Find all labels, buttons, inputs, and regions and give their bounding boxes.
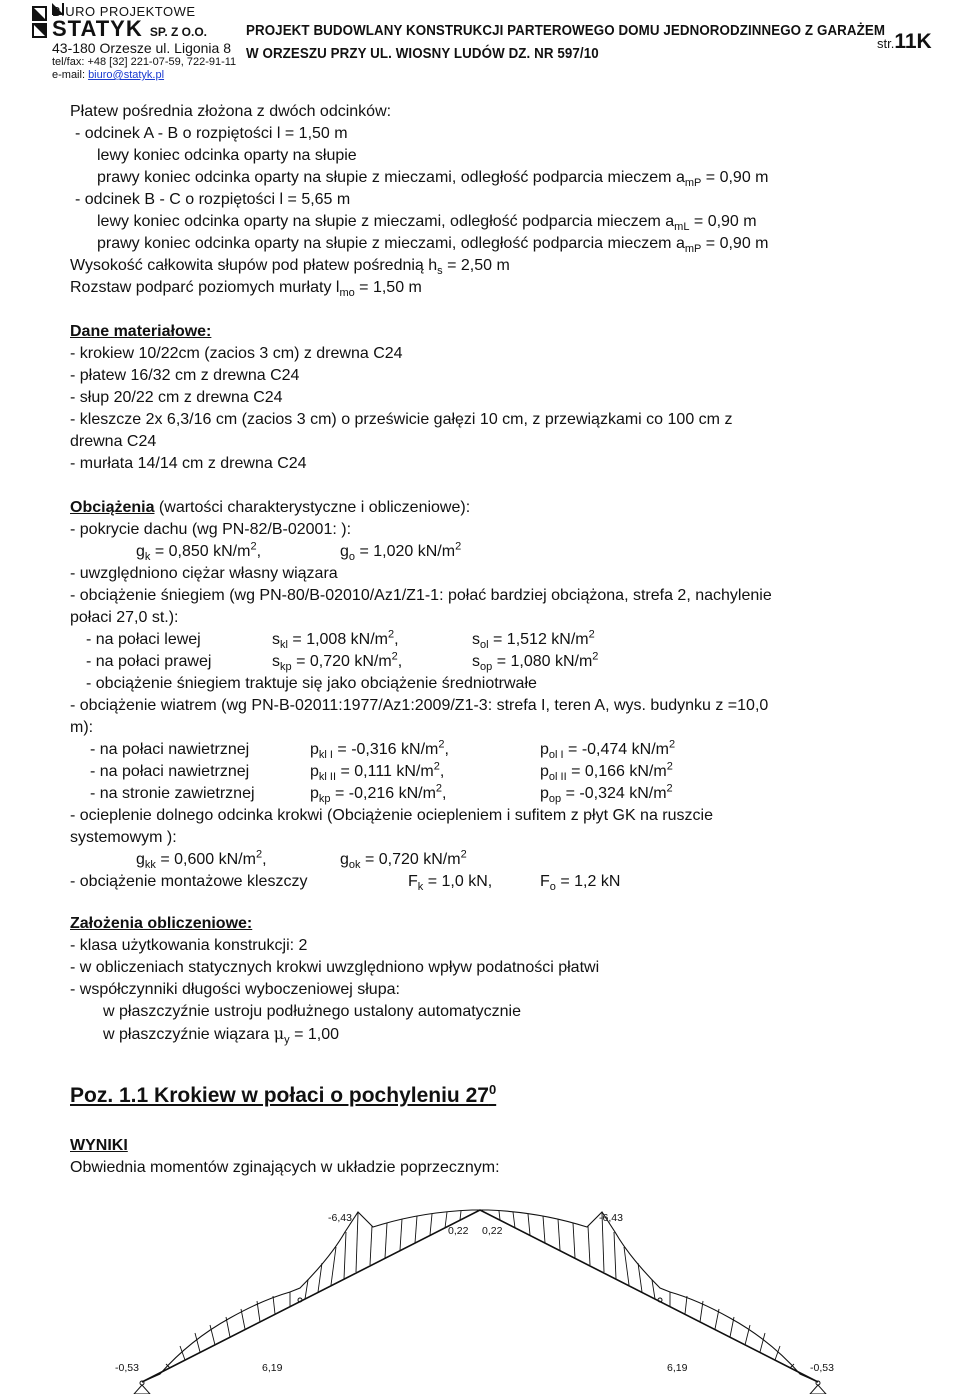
results-heading: WYNIKI — [70, 1137, 128, 1154]
t: F — [540, 873, 550, 890]
t: p — [540, 763, 549, 780]
load-w3k — [310, 784, 446, 804]
company-name — [52, 4, 207, 42]
assumption-5 — [103, 1024, 339, 1045]
t: g — [136, 851, 145, 868]
t: = -0,316 kN/m — [332, 741, 439, 758]
loads-roofing: - pokrycie dachu (wg PN-82/B-02001: ): — [70, 521, 352, 538]
t: kk — [144, 859, 156, 872]
snow-right-label: - na połaci prawej — [86, 653, 212, 670]
load-sop — [472, 652, 598, 672]
t: Rozstaw podparć poziomych murłaty l — [70, 279, 340, 296]
t: 2 — [666, 782, 673, 795]
load-w1o — [540, 740, 675, 760]
loads-wind-1: - obciążenie wiatrem (wg PN-B-02011:1977/Az1:2009/Z1-3: strefa I, teren A, wys. budynku z =10,0 — [70, 697, 769, 714]
label-mid-right: 0,22 — [482, 1225, 503, 1237]
load-sol — [472, 630, 595, 650]
label-bot-right-pos: 6,19 — [667, 1362, 688, 1374]
project-title-line1: PROJEKT BUDOWLANY KONSTRUKCJI PARTEROWEGO DOMU JEDNORODZINNEGO Z GARAŻEM — [246, 23, 886, 39]
material-item: - krokiew 10/22cm (zacios 3 cm) z drewna C24 — [70, 345, 403, 362]
company-tel: tel/fax: +48 [32] 221-07-59, 722-91-11 — [52, 56, 237, 68]
t: kl I — [318, 749, 333, 762]
t: s — [272, 631, 280, 648]
mount-label: - obciążenie montażowe kleszczy — [70, 873, 308, 890]
t: = 0,720 kN/m — [291, 653, 392, 670]
t: , — [256, 543, 262, 560]
t: Wysokość całkowita słupów pod płatew pośrednią h — [70, 257, 438, 274]
t: = 1,020 kN/m — [355, 543, 456, 560]
loads-snow-1: - obciążenie śniegiem (wg PN-80/B-02010/Az1/Z1-1: połać bardziej obciążona, strefa 2, nachylenie — [70, 587, 772, 604]
company-line1: BIURO PROJEKTOWE — [52, 4, 196, 19]
loads-heading-line — [70, 498, 470, 518]
t: = 1,512 kN/m — [488, 631, 589, 648]
loads-wind-2: m): — [70, 719, 94, 736]
t: mP — [684, 177, 702, 190]
assumptions-heading: Założenia obliczeniowe: — [70, 915, 253, 932]
t: = -0,324 kN/m — [561, 785, 667, 802]
t: mP — [684, 243, 702, 256]
page-number — [877, 30, 932, 54]
section-title-text: Poz. 1.1 Krokiew w połaci o pochyleniu 27 — [70, 1084, 489, 1107]
t: = 1,00 — [289, 1026, 340, 1043]
loads-insulation-2: systemowym ): — [70, 829, 177, 846]
t: p — [310, 785, 319, 802]
t: , — [397, 653, 403, 670]
t: 2 — [438, 738, 445, 751]
t: = -0,474 kN/m — [563, 741, 669, 758]
intro-line-4 — [97, 168, 769, 188]
t: lewy koniec odcinka oparty na słupie z mieczami, odległość podparcia mieczem a — [97, 213, 675, 230]
wind3-label: - na stronie zawietrznej — [90, 785, 255, 802]
email-label: e-mail: — [52, 69, 89, 81]
t: g — [340, 543, 349, 560]
wind2-label: - na połaci nawietrznej — [90, 763, 250, 780]
t: g — [136, 543, 145, 560]
materials-heading: Dane materiałowe: — [70, 323, 212, 340]
t: = 0,90 m — [689, 213, 757, 230]
t: s — [472, 653, 480, 670]
label-bot-left-pos: 6,19 — [262, 1362, 283, 1374]
material-item: - słup 20/22 cm z drewna C24 — [70, 389, 283, 406]
section-title — [70, 1084, 496, 1108]
page-prefix: str. — [877, 36, 895, 51]
t: 2 — [388, 628, 395, 641]
intro-line-7 — [97, 234, 769, 254]
t: mL — [674, 221, 690, 234]
t: p — [540, 785, 549, 802]
t: 2 — [592, 650, 599, 663]
load-fo — [540, 872, 620, 892]
t: = 0,166 kN/m — [566, 763, 667, 780]
load-skp — [272, 652, 402, 672]
t: s — [272, 653, 280, 670]
load-w3o — [540, 784, 673, 804]
t: = 0,111 kN/m — [336, 763, 434, 780]
t: 2 — [455, 540, 462, 553]
loads-insulation-1: - ocieplenie dolnego odcinka krokwi (Obciążenie ociepleniem i sufitem z płyt GK na ruszcie — [70, 807, 713, 824]
email-link[interactable]: biuro@statyk.pl — [88, 69, 165, 81]
t: = 0,90 m — [701, 235, 769, 252]
hatching-left — [166, 1211, 461, 1368]
t: p — [310, 763, 319, 780]
t: s — [437, 265, 443, 278]
t: 2 — [391, 650, 398, 663]
t: 2 — [433, 760, 440, 773]
t: 2 — [435, 782, 443, 795]
assumption-4: w płaszczyźnie ustroju podłużnego ustalony automatycznie — [103, 1003, 522, 1020]
assumption-2: - w obliczeniach statycznych krokwi uwzględniono wpływ podatności płatwi — [70, 959, 600, 976]
logo-mark-cut — [34, 8, 45, 19]
t: = 0,90 m — [701, 169, 769, 186]
intro-line-8 — [70, 256, 510, 276]
intro-line-3: lewy koniec odcinka oparty na słupie — [97, 147, 357, 164]
support-right — [810, 1381, 826, 1394]
t: 2 — [666, 760, 673, 773]
intro-line-9 — [70, 278, 422, 298]
section-title-sup: 0 — [488, 1082, 497, 1097]
t: 2 — [588, 628, 595, 641]
load-gkk — [136, 850, 267, 870]
assumption-3: - współczynniki długości wyboczeniowej słupa: — [70, 981, 400, 998]
t: prawy koniec odcinka oparty na słupie z mieczami, odległość podparcia mieczem a — [97, 235, 685, 252]
t: kl II — [318, 771, 337, 784]
t: kl — [280, 639, 288, 652]
t: ol — [480, 639, 489, 652]
results-caption: Obwiednia momentów zginających w układzie poprzecznym: — [70, 1159, 500, 1176]
material-item: - kleszcze 2x 6,3/16 cm (zacios 3 cm) o prześwicie gałęzi 10 cm, z przewiązkami co 100 cm z — [70, 411, 733, 428]
label-top-right: -6,43 — [599, 1212, 623, 1224]
t: = 0,720 kN/m — [360, 851, 461, 868]
load-fk — [408, 872, 492, 892]
logo-mark-lower-cut — [34, 25, 45, 36]
wind1-label: - na połaci nawietrznej — [90, 741, 250, 758]
intro-line-2: - odcinek A - B o rozpiętości l = 1,50 m — [75, 125, 348, 142]
snow-note: - obciążenie śniegiem traktuje się jako obciążenie średniotrwałe — [86, 675, 537, 692]
t: = 1,080 kN/m — [492, 653, 593, 670]
support-left — [134, 1381, 150, 1394]
t: ol II — [548, 771, 567, 784]
t: p — [540, 741, 549, 758]
t: w płaszczyźnie wiązara — [103, 1026, 274, 1043]
rafter-axis — [142, 1210, 818, 1382]
mu-symbol: μ — [273, 1024, 285, 1043]
moment-envelope-right — [480, 1210, 818, 1382]
load-w2o — [540, 762, 673, 782]
t: 2 — [250, 540, 257, 553]
t: = 1,0 kN, — [423, 873, 493, 890]
t: y — [284, 1034, 290, 1047]
load-gk — [136, 542, 261, 562]
project-title-line2: W ORZESZU PRZY UL. WIOSNY LUDÓW DZ. NR 597/10 — [246, 46, 599, 62]
t: , — [262, 851, 267, 868]
material-item: drewna C24 — [70, 433, 157, 450]
t: = 1,50 m — [354, 279, 422, 296]
t: = 0,850 kN/m — [150, 543, 251, 560]
t: op — [548, 793, 562, 806]
t: o — [348, 551, 356, 564]
t: s — [472, 631, 480, 648]
t: = 1,008 kN/m — [287, 631, 388, 648]
intro-line-1: Płatew pośrednia złożona z dwóch odcinków: — [70, 103, 392, 120]
t: op — [480, 661, 493, 674]
t: kp — [280, 661, 292, 674]
t: (wartości charakterystyczne i obliczeniowe): — [154, 499, 471, 516]
hatching-right — [499, 1211, 794, 1368]
t: kp — [318, 793, 331, 806]
material-item: - murłata 14/14 cm z drewna C24 — [70, 455, 307, 472]
t: k — [144, 551, 151, 564]
loads-heading: Obciążenia — [70, 499, 155, 516]
t: prawy koniec odcinka oparty na słupie z mieczami, odległość podparcia mieczem a — [97, 169, 685, 186]
t: g — [340, 851, 349, 868]
company-line2: STATYK — [52, 16, 143, 41]
t: ok — [348, 859, 361, 872]
moment-envelope-left — [142, 1210, 480, 1382]
snow-left-label: - na połaci lewej — [86, 631, 201, 648]
company-suffix: SP. Z O.O. — [149, 25, 207, 39]
company-address: 43-180 Orzesze ul. Ligonia 8 — [52, 40, 231, 56]
t: 2 — [255, 848, 263, 861]
t: p — [310, 741, 319, 758]
t: , — [442, 785, 447, 802]
t: mo — [339, 287, 355, 300]
label-mid-left: 0,22 — [448, 1225, 469, 1237]
label-top-left: -6,43 — [328, 1212, 352, 1224]
t: , — [444, 741, 449, 758]
load-gok — [340, 850, 467, 870]
t: k — [417, 881, 424, 894]
assumption-1: - klasa użytkowania konstrukcji: 2 — [70, 937, 308, 954]
load-go — [340, 542, 461, 562]
load-w2k — [310, 762, 444, 782]
load-w1k — [310, 740, 449, 760]
company-email — [52, 69, 164, 82]
label-bot-left-neg: -0,53 — [115, 1362, 139, 1374]
t: = 0,600 kN/m — [155, 851, 256, 868]
t: o — [549, 881, 556, 894]
page-number-value: 11K — [894, 30, 932, 53]
t: F — [408, 873, 418, 890]
moment-envelope-diagram — [0, 1190, 960, 1394]
t: = 2,50 m — [442, 257, 510, 274]
t: ol I — [548, 749, 564, 762]
t: = 1,2 kN — [555, 873, 621, 890]
intro-line-5: - odcinek B - C o rozpiętości l = 5,65 m — [75, 191, 351, 208]
loads-selfweight: - uwzględniono ciężar własny wiązara — [70, 565, 338, 582]
loads-snow-2: połaci 27,0 st.): — [70, 609, 179, 626]
load-skl — [272, 630, 399, 650]
t: , — [394, 631, 399, 648]
intro-line-6 — [97, 212, 757, 232]
t: 2 — [460, 848, 467, 861]
material-item: - płatew 16/32 cm z drewna C24 — [70, 367, 300, 384]
t: = -0,216 kN/m — [330, 785, 436, 802]
t: , — [439, 763, 445, 780]
label-bot-right-neg: -0,53 — [810, 1362, 834, 1374]
t: 2 — [668, 738, 676, 751]
